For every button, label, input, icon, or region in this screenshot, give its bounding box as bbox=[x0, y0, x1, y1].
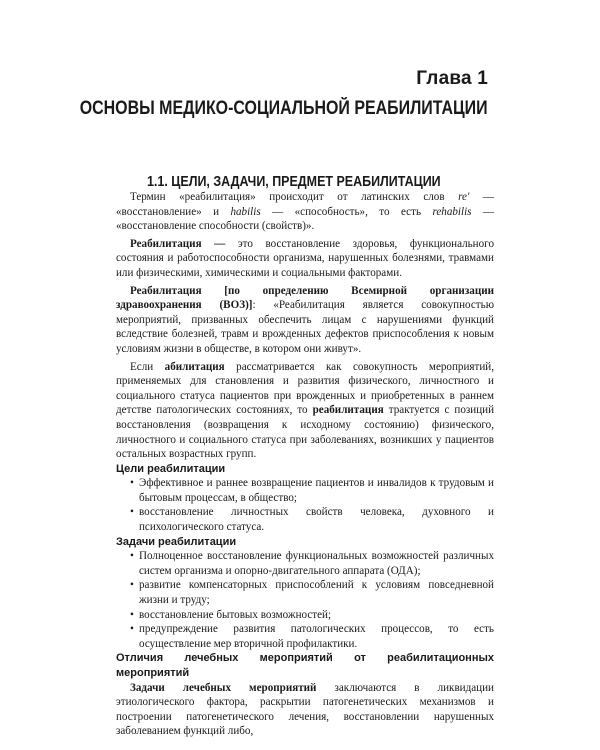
body-text bbox=[116, 190, 494, 739]
latin-term-habilis: habilis bbox=[230, 205, 261, 218]
bullet-icon: • bbox=[130, 550, 134, 563]
list-item: • восстановление бытовых возможностей; bbox=[130, 608, 332, 621]
paragraph-who-definition: Реабилитация [по определению Всемирной организации здравоохранения (ВОЗ)]: «Реабилитация является совокупностью мероприятий, призванных обеспечить лицам с нарушениями функций вследствие болезней, травм и врожденных дефектов приспособления к новым условиям жизни в обществе, в котором они живут». bbox=[116, 284, 494, 355]
term-treatment-tasks: Задачи лечебных мероприятий bbox=[130, 681, 317, 694]
list-item: • Эффективное и раннее возвращение пациентов и инвалидов к трудовым и бытовым процессам, в общество; bbox=[130, 477, 494, 504]
paragraph-habilitation: Если абилитация рассматривается как совокупность мероприятий, применяемых для становления и развития физического, личностного и социального статуса пациентов при врожденных и приобретенных в раннем детстве патологических состояниях, то реабилитация трактуется с позиций восстановления (возвращения к исходному состоянию) физического, личностного и социального статуса при заболеваниях, возникших у пациентов остальных возрастных групп. bbox=[116, 360, 495, 461]
bullet-icon: • bbox=[130, 608, 134, 621]
tasks-heading: Задачи реабилитации bbox=[116, 535, 237, 548]
bullet-icon: • bbox=[130, 623, 134, 636]
paragraph-term-origin: Термин «реабилитация» происходит от латинских слов re' — «восстановление» и habilis — «способность», то есть rehabilis — «восстановление способности (свойств)». bbox=[116, 191, 495, 233]
paragraph-differences: Задачи лечебных мероприятий заключаются в ликвидации этиологического фактора, раскрытии патогенетических механизмов и построении патогенетического лечения, восстановлении нарушенных заболеванием функций либо, bbox=[116, 681, 494, 738]
section-title: 1.1. ЦЕЛИ, ЗАДАЧИ, ПРЕДМЕТ РЕАБИЛИТАЦИИ bbox=[147, 174, 441, 190]
chapter-title: ОСНОВЫ МЕДИКО-СОЦИАЛЬНОЙ РЕАБИЛИТАЦИИ bbox=[80, 98, 488, 119]
list-item: • развитие компенсаторных приспособлений к условиям повседневной жизни и труду; bbox=[130, 579, 494, 607]
chapter-label: Глава 1 bbox=[416, 68, 488, 89]
bullet-icon: • bbox=[130, 506, 134, 519]
term-rehabilitation-2: реабилитация bbox=[312, 404, 384, 417]
term-rehabilitation: Реабилитация — bbox=[130, 237, 226, 250]
goals-list bbox=[116, 476, 494, 534]
bullet-icon: • bbox=[130, 477, 134, 490]
term-who-definition: Реабилитация [по определению Всемирной организации здравоохранения (ВОЗ)] bbox=[116, 284, 494, 312]
tasks-list bbox=[116, 549, 494, 651]
list-item: • Полноценное восстановление функциональных возможностей различных систем организма и опорно-двигательного аппарата (ОДА); bbox=[130, 550, 494, 577]
bullet-icon: • bbox=[130, 579, 134, 592]
latin-term-rehabilis: rehabilis bbox=[432, 205, 472, 218]
term-habilitation: абилитация bbox=[164, 360, 225, 373]
paragraph-definition: Реабилитация — это восстановление здоровья, функционального состояния и работоспособности организма, нарушенных болезнями, травмами или физическими, химическими и социальными факторами. bbox=[116, 237, 494, 279]
list-item: • восстановление личностных свойств человека, духовного и психологического статуса. bbox=[130, 506, 494, 534]
differences-heading: Отличия лечебных мероприятий от реабилитационных мероприятий bbox=[116, 652, 494, 679]
latin-term-re: re' bbox=[458, 191, 470, 203]
list-item: • предупреждение развития патологических процессов, то есть осуществление мер вторичной профилактики. bbox=[130, 623, 494, 650]
goals-heading: Цели реабилитации bbox=[116, 462, 226, 475]
